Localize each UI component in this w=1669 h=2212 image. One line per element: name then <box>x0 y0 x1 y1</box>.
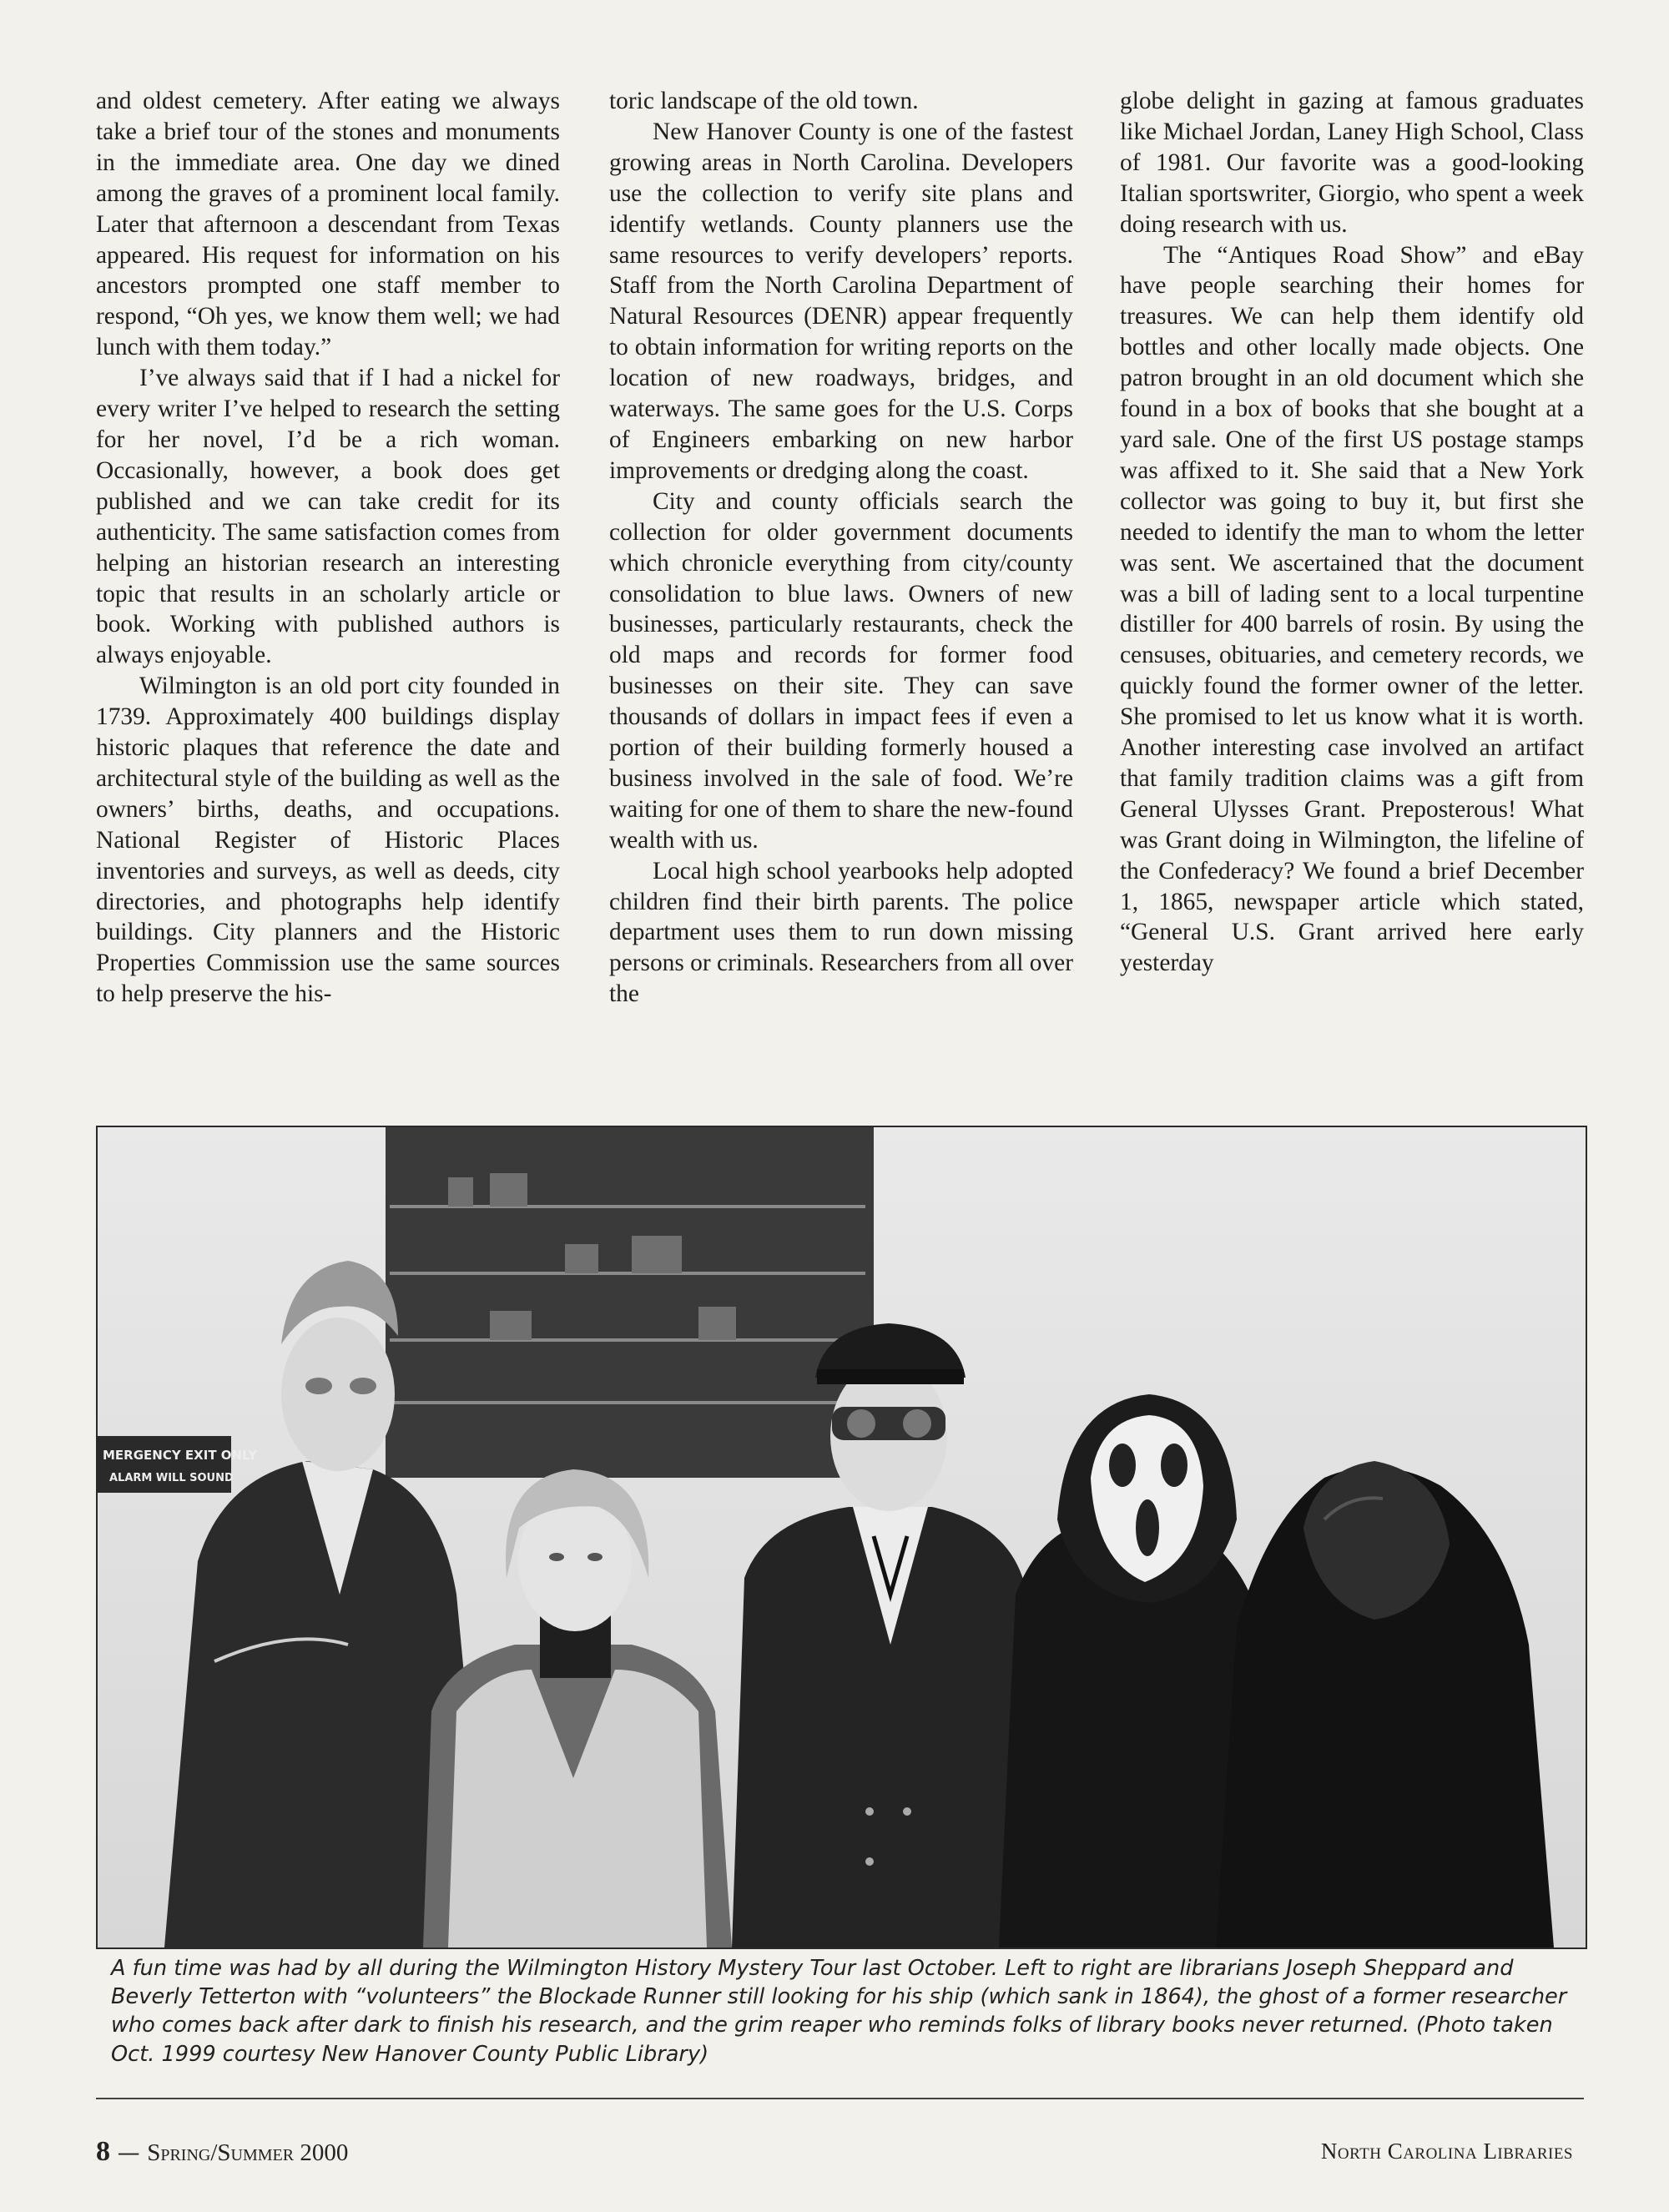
paragraph: and oldest cemetery. After eating we always take a brief tour of the stones and monuments in the immediate area. One day we dined among the graves of a prominent local family. Later that afternoon a descendant from Texas appeared. His request for information on his ancestors prompted one staff member to respond, “Oh yes, we know them well; we had lunch with them today.” <box>96 88 560 361</box>
photo-caption: A fun time was had by all during the Wilmington History Mystery Tour last October. Left to right are librarians Joseph Sheppard and Beverly Tetterton with “volunteers” the Blockade Runner still looking for his ship (which sank in 1864), the ghost of a former researcher who comes back after dark to finish his research, and the grim reaper who reminds folks of library books never returned. (Photo taken Oct. 1999 courtesy New Hanover County Public Library) <box>111 1956 1567 2067</box>
footer-dash: — <box>117 2140 140 2166</box>
article-column-3 <box>1120 86 1584 979</box>
issue-date: Spring/Summer 2000 <box>147 2139 349 2166</box>
paragraph: I’ve always said that if I had a nickel for every writer I’ve helped to research the setting for her novel, I’d be a rich woman. Occasionally, however, a book does get published and we can take credit for its authenticity. The same satisfaction comes from helping an historian research an interesting topic that results in an scholarly article or book. Working with published authors is always enjoyable. <box>96 365 560 669</box>
paragraph: globe delight in gazing at famous graduates like Michael Jordan, Laney High School, Class of 1981. Our favorite was a good-looking Italian sportswriter, Giorgio, who spent a week doing research with us. <box>1120 88 1584 238</box>
article-column-2 <box>609 86 1073 1010</box>
paragraph: New Hanover County is one of the fastest growing areas in North Carolina. Developers use the collection to verify site plans and identify wetlands. County planners use the same resources to verify developers’ reports. Staff from the North Carolina Department of Natural Resources (DENR) appear frequently to obtain information for writing reports on the location of new roadways, bridges, and waterways. The same goes for the U.S. Corps of Engineers embarking on new harbor improvements or dredging along the coast. <box>609 118 1073 484</box>
paragraph: toric landscape of the old town. <box>609 88 919 114</box>
paragraph: Wilmington is an old port city founded in 1739. Approximately 400 buildings display historic plaques that reference the date and architectural style of the building as well as the owners’ births, deaths, and occupations. National Register of Historic Places inventories and surveys, as well as deeds, city directories, and photographs help identify buildings. City planners and the Historic Properties Commission use the same sources to help preserve the his- <box>96 673 560 1008</box>
footer-page-info <box>96 2136 348 2168</box>
photo-illustration <box>98 1127 1586 1947</box>
exit-sign-line-1: MERGENCY EXIT ONLY <box>103 1448 258 1463</box>
footer-rule <box>96 2098 1584 2099</box>
article-column-1 <box>96 86 560 1010</box>
group-photo <box>96 1126 1587 1949</box>
paragraph: The “Antiques Road Show” and eBay have people searching their homes for treasures. We can help them identify old bottles and other locally made objects. One patron brought in an old document which she found in a box of books that she bought at a yard sale. One of the first US postage stamps was affixed to it. She said that a New York collector was going to buy it, but first she needed to identify the man to whom the letter was sent. We ascertained that the document was a bill of lading sent to a local turpentine distiller for 400 barrels of rosin. By using the censuses, obituaries, and cemetery records, we quickly found the former owner of the letter. She promised to let us know what it is worth. Another interesting case involved an artifact that family tradition claims was a gift from General Ulysses Grant. Preposterous! What was Grant doing in Wilmington, the lifeline of the Confederacy? We found a brief December 1, 1865, newspaper article which stated, “General U.S. Grant arrived here early yesterday <box>1120 241 1584 977</box>
paragraph: Local high school yearbooks help adopted children find their birth parents. The police department uses them to run down missing persons or criminals. Researchers from all over the <box>609 857 1073 1008</box>
publication-name: North Carolina Libraries <box>1320 2139 1573 2164</box>
page-number: 8 <box>96 2136 110 2167</box>
paragraph: City and county officials search the collection for older government documents which chronicle everything from city/county consolidation to blue laws. Owners of new businesses, particularly restaurants, check the old maps and records for former food businesses on their site. They can save thousands of dollars in impact fees if even a portion of their building formerly housed a business involved in the sale of food. We’re waiting for one of them to share the new-found wealth with us. <box>609 487 1073 854</box>
exit-sign-line-2: ALARM WILL SOUND <box>109 1472 234 1484</box>
